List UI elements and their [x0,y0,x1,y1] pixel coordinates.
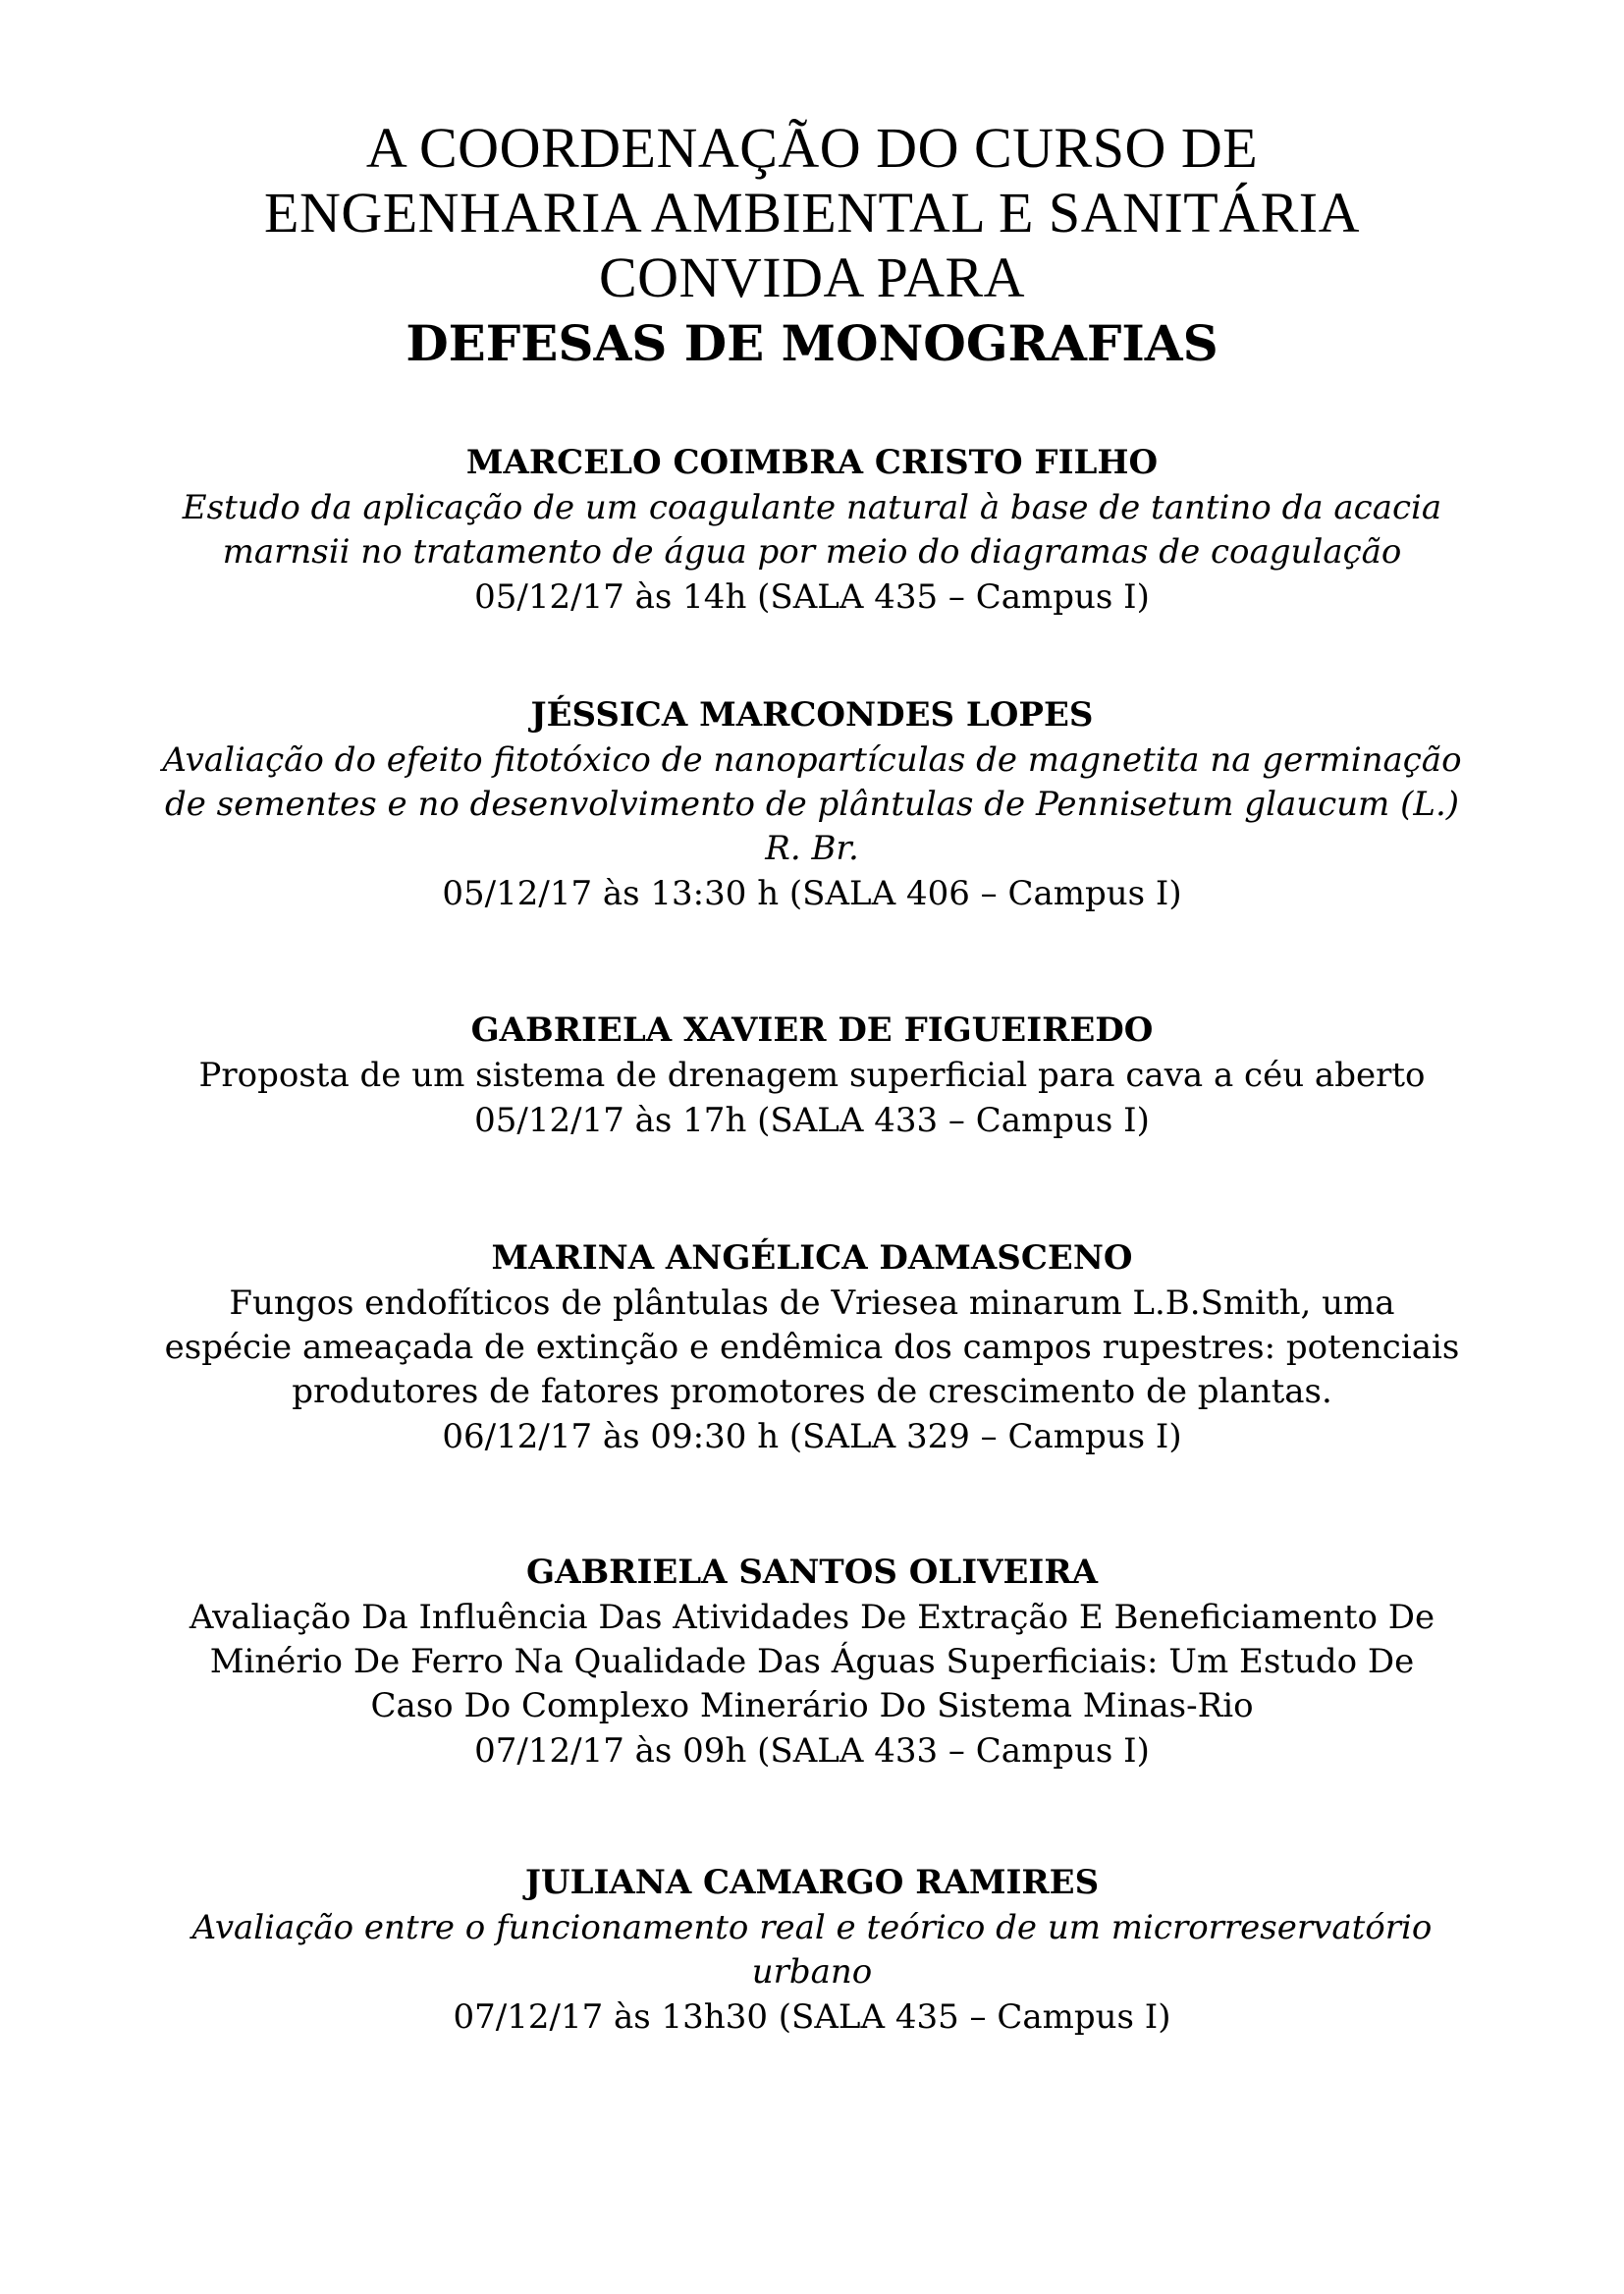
event-title: DEFESAS DE MONOGRAFIAS [406,314,1218,372]
defense-schedule: 06/12/17 às 09:30 h (SALA 329 – Campus I) [442,1417,1182,1456]
thesis-title-line: espécie ameaçada de extinção e endêmica dos campos rupestres: potenciais [164,1328,1460,1367]
thesis-title-line: Caso Do Complexo Minerário Do Sistema Minas-Rio [370,1686,1254,1725]
thesis-title-line: Fungos endofíticos de plântulas de Vriesea minarum L.B.Smith, uma [229,1284,1395,1323]
defense-schedule: 07/12/17 às 13h30 (SALA 435 – Campus I) [453,1997,1171,2037]
thesis-title-line: Avaliação entre o funcionamento real e teórico de um microrreservatório [191,1908,1433,1947]
student-name: MARINA ANGÉLICA DAMASCENO [491,1238,1133,1278]
defense-entry [59,1007,1565,1143]
header-line-1: A COORDENAÇÃO DO CURSO DE [365,116,1259,180]
defense-schedule: 05/12/17 às 14h (SALA 435 – Campus I) [474,577,1150,617]
header-line-2: ENGENHARIA AMBIENTAL E SANITÁRIA [264,181,1360,245]
thesis-title-line: Minério De Ferro Na Qualidade Das Águas Superficiais: Um Estudo De [209,1642,1415,1681]
thesis-title-line: Proposta de um sistema de drenagem superficial para cava a céu aberto [198,1056,1426,1095]
defense-schedule: 05/12/17 às 17h (SALA 433 – Campus I) [474,1101,1150,1140]
thesis-title-line: Estudo da aplicação de um coagulante natural à base de tantino da acacia [182,488,1442,527]
thesis-title-line: Avaliação Da Influência Das Atividades De Extração E Beneficiamento De [189,1598,1435,1637]
student-name: GABRIELA XAVIER DE FIGUEIREDO [470,1010,1154,1050]
thesis-title-line: produtores de fatores promotores de crescimento de plantas. [292,1372,1332,1411]
defense-entry [59,691,1565,916]
invitation-header [0,116,1624,377]
defense-schedule: 05/12/17 às 13:30 h (SALA 406 – Campus I) [442,874,1182,913]
student-name: JULIANA CAMARGO RAMIRES [524,1863,1100,1902]
thesis-title-line: urbano [751,1952,873,1992]
defense-entry [59,1234,1565,1459]
defense-schedule: 07/12/17 às 09h (SALA 433 – Campus I) [474,1731,1150,1771]
thesis-title-line: Avaliação do efeito fitotóxico de nanopartículas de magnetita na germinação [162,740,1462,780]
defense-entry [59,439,1565,620]
thesis-title-line: de sementes e no desenvolvimento de plântulas de Pennisetum glaucum (L.) [164,785,1460,824]
defense-entry [59,1859,1565,2040]
student-name: MARCELO COIMBRA CRISTO FILHO [465,443,1159,482]
student-name: GABRIELA SANTOS OLIVEIRA [526,1553,1098,1592]
thesis-title-line: marnsii no tratamento de água por meio do diagramas de coagulação [222,532,1402,572]
thesis-title-line: R. Br. [765,829,859,868]
defense-entry [59,1549,1565,1774]
header-line-3: CONVIDA PARA [598,246,1026,309]
student-name: JÉSSICA MARCONDES LOPES [530,695,1094,735]
